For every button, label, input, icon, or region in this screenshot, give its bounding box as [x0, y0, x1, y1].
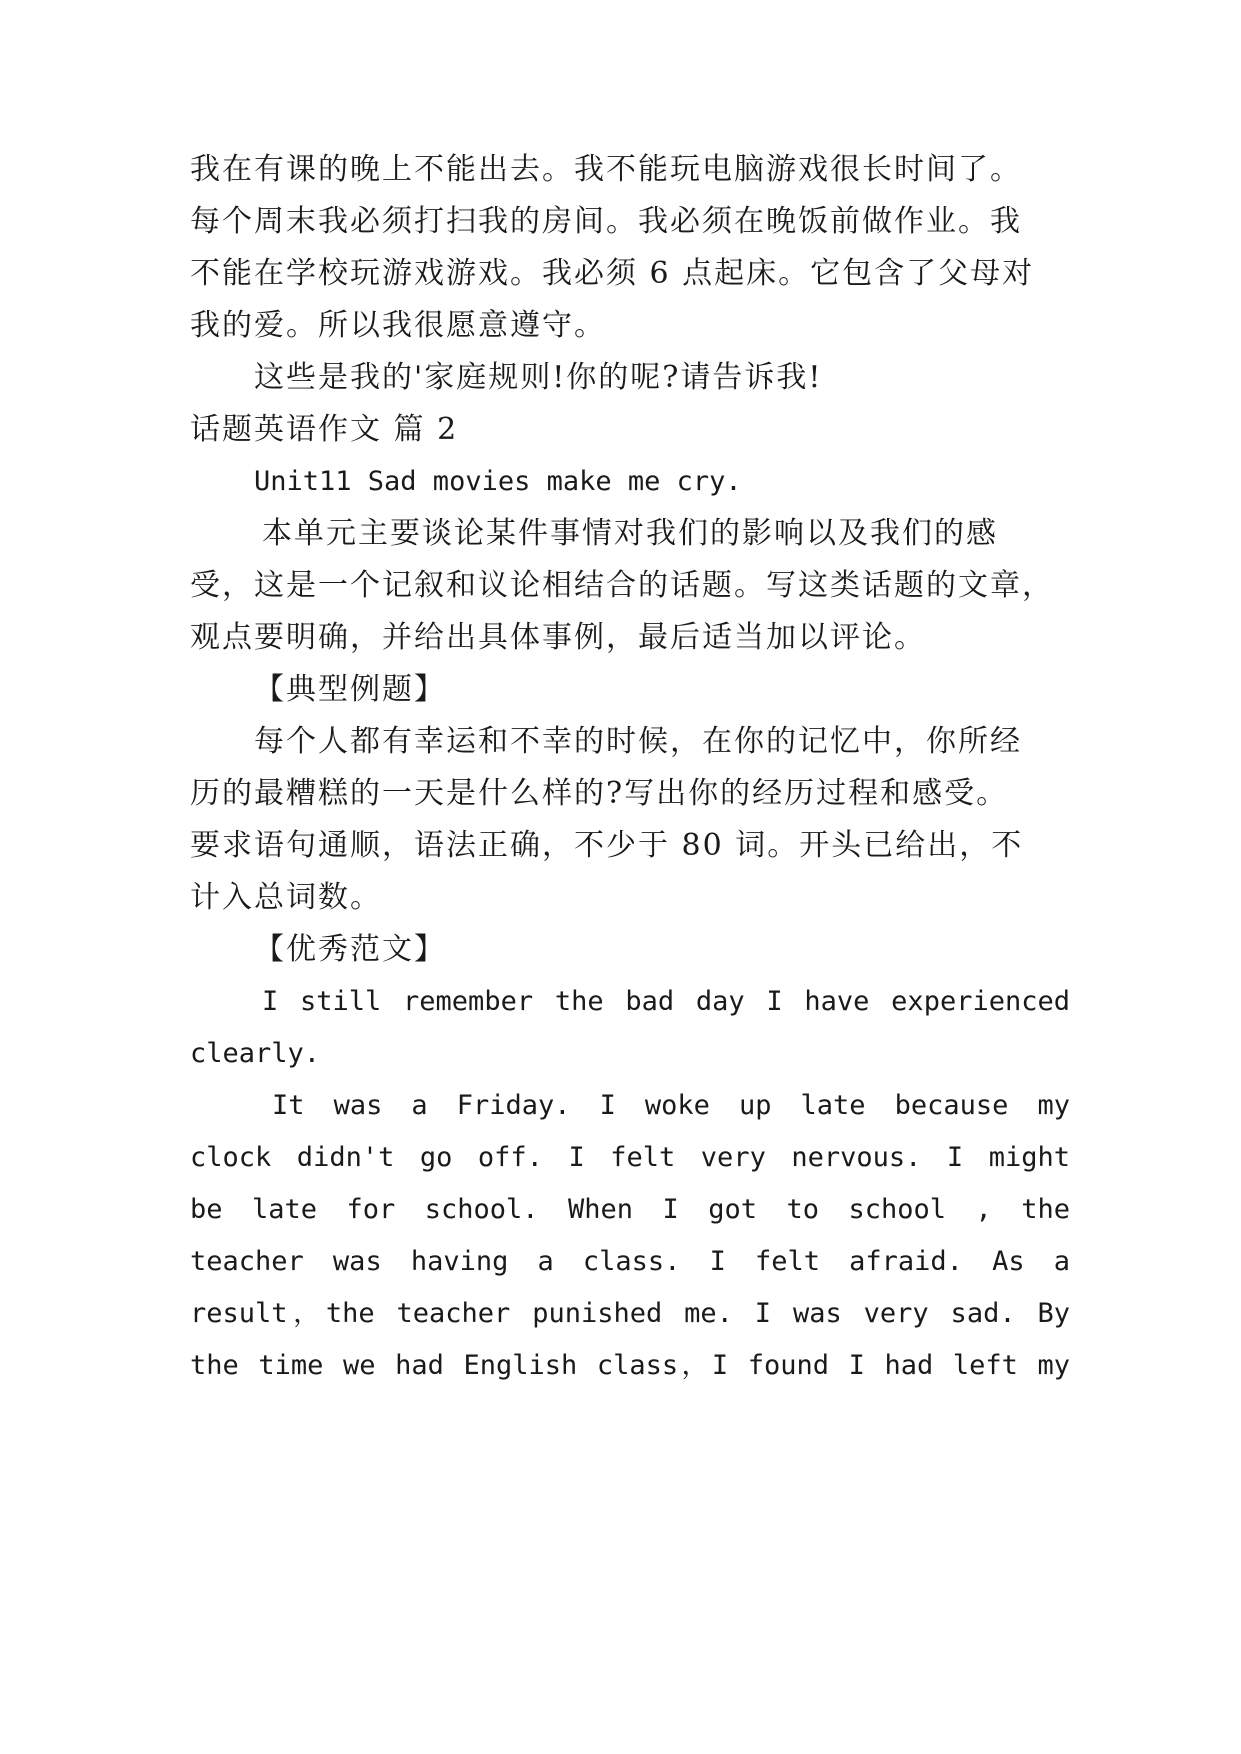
paragraph-line: 本单元主要谈论某件事情对我们的影响以及我们的感 [262, 516, 998, 551]
section-heading: 话题英语作文 篇 2 [190, 412, 459, 447]
essay-line: be late for school. When I got to school , the [190, 1194, 1070, 1225]
paragraph-line: 历的最糟糕的一天是什么样的?写出你的经历过程和感受。 [190, 776, 1009, 811]
example-heading: 【典型例题】 [254, 672, 446, 707]
essay-line: I still remember the bad day I have experienced [262, 986, 1070, 1017]
essay-line: result，the teacher punished me. I was very sad. By [190, 1298, 1070, 1329]
essay-line: teacher was having a class. I felt afraid. As a [190, 1246, 1070, 1277]
paragraph-line: 每个人都有幸运和不幸的时候，在你的记忆中，你所经 [254, 724, 1022, 759]
paragraph-line: 计入总词数。 [190, 880, 382, 915]
paragraph-line: 要求语句通顺，语法正确，不少于 80 词。开头已给出，不 [190, 828, 1024, 863]
essay-line: clearly. [190, 1038, 321, 1069]
paragraph-line: 观点要明确，并给出具体事例，最后适当加以评论。 [190, 620, 926, 655]
essay-line: the time we had English class，I found I had left my [190, 1350, 1070, 1381]
model-essay-heading: 【优秀范文】 [254, 932, 446, 967]
essay-line: clock didn't go off. I felt very nervous. I might [190, 1142, 1070, 1173]
essay-line: It was a Friday. I woke up late because my [272, 1090, 1070, 1121]
unit-title: Unit11 Sad movies make me cry. [254, 466, 742, 497]
paragraph-line: 不能在学校玩游戏游戏。我必须 6 点起床。它包含了父母对 [190, 256, 1035, 291]
paragraph-line: 我的爱。所以我很愿意遵守。 [190, 308, 606, 343]
paragraph-line: 受，这是一个记叙和议论相结合的话题。写这类话题的文章， [190, 568, 1054, 603]
paragraph-line: 这些是我的'家庭规则!你的呢?请告诉我! [254, 360, 823, 395]
paragraph-line: 我在有课的晚上不能出去。我不能玩电脑游戏很长时间了。 [190, 152, 1022, 187]
paragraph-line: 每个周末我必须打扫我的房间。我必须在晚饭前做作业。我 [190, 204, 1022, 239]
